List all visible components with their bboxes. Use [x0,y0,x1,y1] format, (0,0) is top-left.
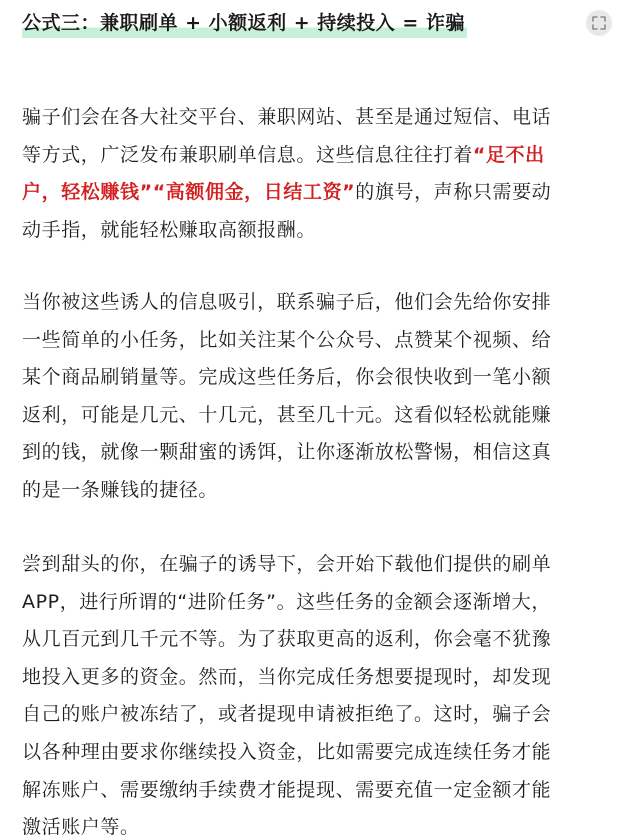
text-line [22,734,608,772]
text-segment: 自己的账户被冻结了，或者提现申请被拒绝了。这时，骗子会 [22,703,552,726]
text-segment: 某个商品刷销量等。完成这些任务后，你会很快收到一笔小额 [22,366,552,389]
highlighted-text: “足不出 [472,143,545,166]
text-line [22,659,608,697]
text-segment: 地投入更多的资金。然而，当你完成任务想要提现时，却发现 [22,665,552,688]
text-segment: 骗子们会在各大社交平台、兼职网站、甚至是通过短信、电话 [22,106,552,128]
text-segment: 的是一条赚钱的捷径。 [22,478,219,501]
text-segment: 动手指，就能轻松赚取高额报酬。 [22,218,317,241]
text-segment: 从几百元到几千元不等。为了获取更高的返利，你会毫不犹豫 [22,628,552,651]
section-heading: 公式三：兼职刷单 + 小额返利 + 持续投入 = 诈骗 [22,10,467,38]
highlighted-text: 户，轻松赚钱”“高额佣金，日结工资” [22,181,356,204]
paragraph-1 [22,99,608,249]
text-segment: 等方式，广泛发布兼职刷单信息。这些信息往往打着 [22,143,473,166]
expand-icon [592,16,606,30]
text-segment: 一些简单的小任务，比如关注某个公众号、点赞某个视频、给 [22,328,552,351]
text-segment: 以各种理由要求你继续投入资金，比如需要完成连续任务才能 [22,740,552,763]
text-line [22,359,608,397]
text-line [22,546,608,584]
text-segment: 尝到甜头的你，在骗子的诱导下，会开始下载他们提供的刷单 [22,553,552,575]
text-line [22,472,608,510]
text-line [22,621,608,659]
section-heading-wrap [22,10,467,38]
text-line [22,584,608,622]
text-line [22,212,608,250]
text-segment: 解冻账户、需要缴纳手续费才能提现、需要充值一定金额才能 [22,778,552,801]
paragraph-2 [22,284,608,510]
text-line [22,322,608,360]
text-line [22,434,608,472]
expand-button[interactable] [586,10,612,36]
text-line [22,137,608,175]
text-segment: APP，进行所谓的“进阶任务”。这些任务的金额会逐渐增大， [22,590,552,613]
text-line [22,99,608,137]
text-segment: 当你被这些诱人的信息吸引，联系骗子后，他们会先给你安排 [22,291,552,313]
text-line [22,284,608,322]
text-segment: 返利，可能是几元、十几元，甚至几十元。这看似轻松就能赚 [22,403,552,426]
text-segment: 激活账户等。 [22,816,140,839]
text-line [22,809,608,840]
paragraph-3 [22,546,608,840]
text-line [22,696,608,734]
text-segment: 到的钱，就像一颗甜蜜的诱饵，让你逐渐放松警惕，相信这真 [22,441,552,464]
text-line [22,174,608,212]
text-line [22,397,608,435]
text-segment: 的旗号，声称只需要动 [355,181,552,204]
text-line [22,772,608,810]
